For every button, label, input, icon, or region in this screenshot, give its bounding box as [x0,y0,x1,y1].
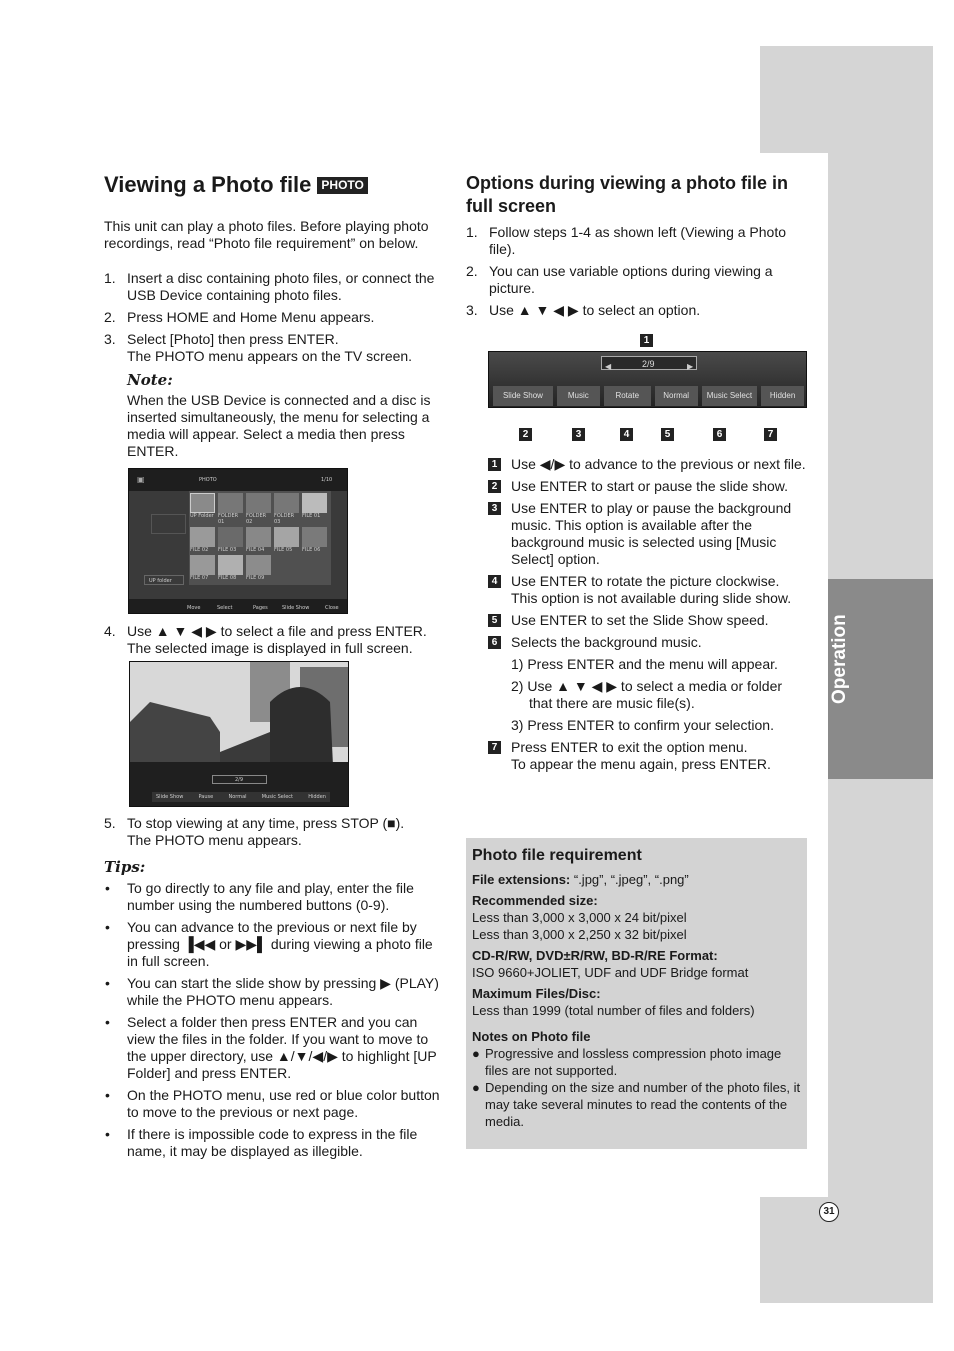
steps-list [104,270,444,365]
side-media-box [151,514,186,534]
menu-side-label: UP folder [149,578,172,584]
menu-footer: Move Select Pages Slide Show Close [129,599,348,614]
building-photo [130,662,349,807]
hidden-button[interactable]: Hidden [761,386,804,406]
option-item-7: 7 Press ENTER to exit the option menu. To appear the menu again, press ENTER. [488,739,808,773]
grid-item[interactable]: FILE 03 [218,527,243,553]
step-3: 3. Select [Photo] then press ENTER. The PHOTO menu appears on the TV screen. [104,331,413,364]
menu-grid [190,493,327,581]
callout-1: 1 [640,334,653,347]
tips-list [104,880,444,1165]
option-step-2: 2. You can use variable options during viewing a picture. [466,263,773,296]
grid-item[interactable]: FILE 09 [246,555,271,581]
grid-item[interactable]: FOLDER 03 [274,493,299,525]
intro-text: This unit can play a photo files. Before playing photo recordings, read “Photo file requirement” on below. [104,218,429,251]
options-steps [466,224,806,319]
photo-badge: PHOTO [317,177,367,194]
fullscreen-option-bar: Slide Show Pause Normal Music Select Hidden [152,792,330,802]
fullscreen-photo-screenshot: 2/9 Slide Show Pause Normal Music Select Hidden [129,661,349,807]
tip-item: • On the PHOTO menu, use red or blue color button to move to the previous or next page. [105,1087,440,1120]
option-step-3: 3. Use ▲ ▼ ◀ ▶ to select an option. [466,302,701,318]
page-title-block [104,172,444,198]
options-list [488,456,808,778]
menu-logo: ▣ [137,475,145,484]
osd-button-bar [493,386,804,406]
music-select-button[interactable]: Music Select [702,386,758,406]
note-text: When the USB Device is connected and a disc is inserted simultaneously, the menu for selecting a media will appear. Select a media then press ENTER. [127,392,431,459]
step-1: 1. Insert a disc containing photo files, or connect the USB Device containing photo files. [104,270,435,303]
grid-item[interactable]: FILE 02 [190,527,215,553]
option-step-1: 1. Follow steps 1-4 as shown left (Viewing a Photo file). [466,224,787,257]
tip-item: • If there is impossible code to express in the file name, it may be displayed as illegible. [105,1126,418,1159]
step-4: 4. Use ▲ ▼ ◀ ▶ to select a file and press ENTER. The selected image is displayed in full screen. [104,623,427,656]
grid-item[interactable]: FILE 06 [302,527,327,553]
option-item-2: 2 Use ENTER to start or pause the slide show. [488,478,808,495]
grid-item[interactable]: FILE 07 [190,555,215,581]
grid-item[interactable]: UP Folder [190,493,215,525]
requirement-note: ● Progressive and lossless compression photo image files are not supported. [472,1046,782,1078]
requirement-note: ● Depending on the size and number of the photo files, it may take several minutes to read the contents of the media. [472,1080,801,1129]
option-item-1: 1 Use ◀/▶ to advance to the previous or next file. [488,456,808,473]
tips-title: Tips: [104,858,146,876]
osd-page-indicator[interactable]: ◀ 2/9 ▶ [601,356,697,370]
photo-requirement-box: Photo file requirement File extensions: “.jpg”, “.jpeg”, “.png” Recommended size: Less than 3,000 x 3,000 x 24 bit/pixel Less than 3,000 x 2,250 x 32 bit/pixel CD-R/RW, DVD±R/RW, BD-R/RE Format: ISO 9660+JOLIET, UDF and UDF Bridge format Maximum Files/Disc: Less than 1999 (total number of files and folders) Notes on Photo file ● Progressive and lossless compression photo image files are not supported. ● Depending on the size and number of the photo files, it may take several minutes to read the contents of the media. [466,838,807,1149]
callout-2: 2 [519,428,532,441]
tip-item: • You can start the slide show by pressing ▶ (PLAY) while the PHOTO menu appears. [105,975,439,1008]
grid-item[interactable]: FOLDER 02 [246,493,271,525]
grid-item[interactable]: FILE 05 [274,527,299,553]
slide-show-button[interactable]: Slide Show [493,386,553,406]
tip-item: • To go directly to any file and play, enter the file number using the numbered buttons (0-9). [105,880,414,913]
section-tab-label: Operation [829,614,850,704]
grid-item[interactable]: FILE 08 [218,555,243,581]
options-title: Options during viewing a photo file in full screen [466,173,788,216]
option-item-5: 5 Use ENTER to set the Slide Show speed. [488,612,808,629]
side-panel-top [760,46,933,153]
step-2: 2. Press HOME and Home Menu appears. [104,309,375,325]
tip-item: • You can advance to the previous or next file by pressing ▐◀◀ or ▶▶▌ during viewing a photo file in full screen. [105,919,433,969]
callout-6: 6 [713,428,726,441]
grid-item[interactable]: FILE 04 [246,527,271,553]
rotate-button[interactable]: Rotate [604,386,651,406]
normal-button[interactable]: Normal [655,386,698,406]
page-number: 31 [819,1202,839,1222]
option-osd-screenshot [488,351,807,408]
page-title: Viewing a Photo file [104,172,312,197]
callout-3: 3 [572,428,585,441]
grid-item[interactable]: FILE 01 [302,493,327,525]
side-panel-bottom [760,1197,933,1303]
option-item-6: 6 Selects the background music. [488,634,808,651]
note-title: Note: [127,371,173,389]
tip-item: • Select a folder then press ENTER and you can view the files in the folder. If you want to move to the upper directory, use ▲/▼/◀/▶ to highlight [UP Folder] and press ENTER. [105,1014,437,1081]
note-block [127,372,447,460]
menu-page: 1/10 [321,477,333,483]
option-item-4: 4 Use ENTER to rotate the picture clockwise. This option is not available during slide show. [488,573,808,607]
music-substeps: 1) Press ENTER and the menu will appear. 2) Use ▲ ▼ ◀ ▶ to select a media or folder that there are music file(s). 3) Press ENTER to confirm your selection. [511,656,783,733]
music-button[interactable]: Music [557,386,600,406]
photo-menu-screenshot [128,468,348,614]
menu-header: PHOTO [199,477,217,483]
callout-4: 4 [620,428,633,441]
callout-5: 5 [661,428,674,441]
grid-item[interactable]: FOLDER 01 [218,493,243,525]
callout-7: 7 [764,428,777,441]
requirement-title: Photo file requirement [472,847,642,864]
option-item-3: 3 Use ENTER to play or pause the background music. This option is available after the background music is selected using [Music Select] option. [488,500,808,568]
step-5: 5. To stop viewing at any time, press STOP (■). The PHOTO menu appears. [104,815,405,848]
